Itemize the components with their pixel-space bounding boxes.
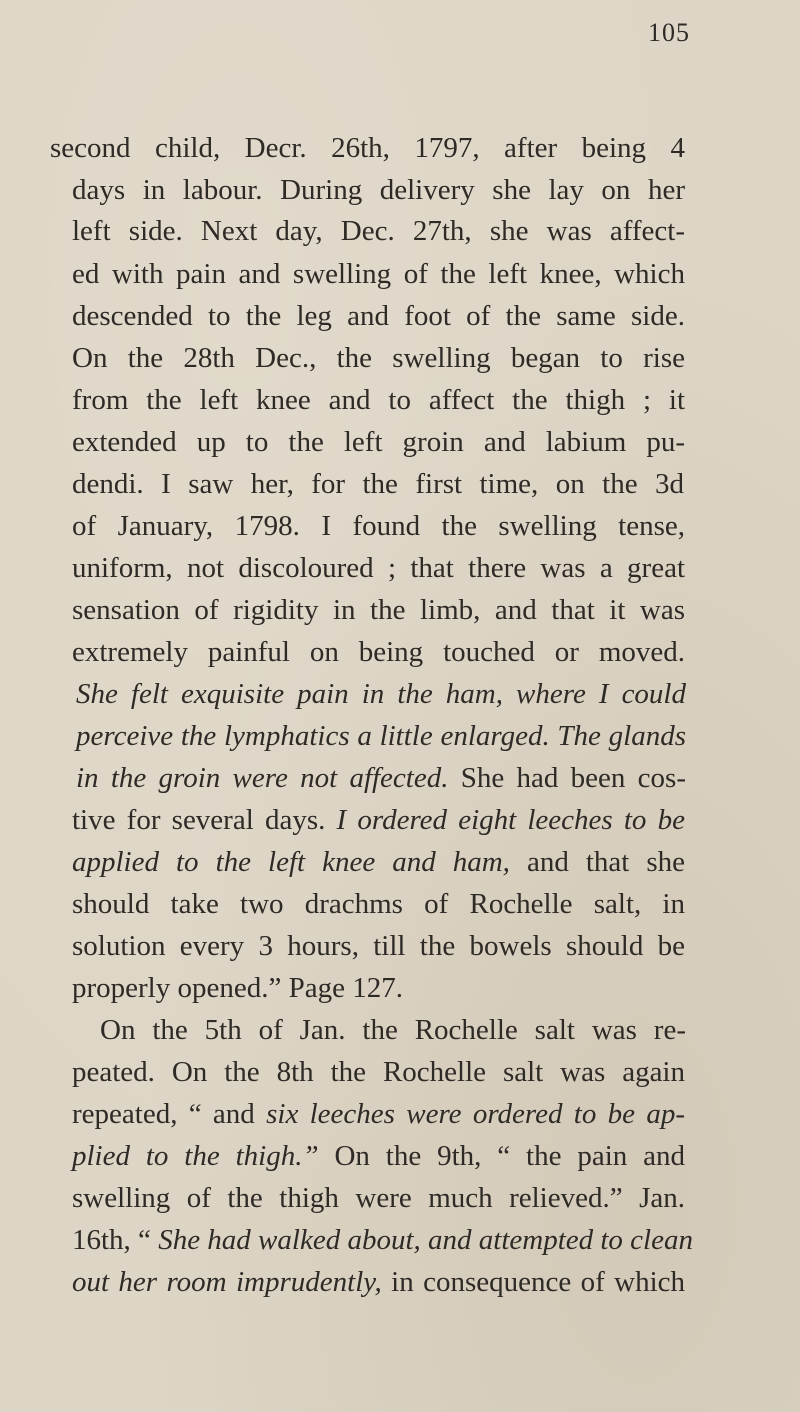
italic-text-segment: in the groin were not affected. — [76, 762, 449, 794]
text-segment: peated. On the 8th the Rochelle salt was again — [72, 1056, 685, 1088]
text-segment: solution every 3 hours, till the bowels should be — [72, 930, 685, 962]
text-line — [72, 338, 685, 378]
text-segment: 16th, “ — [72, 1224, 159, 1256]
text-segment: descended to the leg and foot of the same side. — [72, 300, 685, 332]
text-line — [72, 590, 685, 630]
text-line — [76, 674, 686, 714]
text-segment: and that she — [509, 846, 686, 878]
text-line — [76, 758, 686, 798]
text-line — [72, 254, 685, 294]
text-segment: swelling of the thigh were much relieved.” Jan. — [72, 1182, 685, 1214]
text-line — [72, 506, 685, 546]
page-number: 105 — [648, 18, 690, 47]
text-segment: ed with pain and swelling of the left knee, which — [72, 258, 685, 290]
text-segment: uniform, not discoloured ; that there was a great — [72, 552, 685, 584]
text-segment: properly opened.” Page 127. — [72, 972, 403, 1004]
text-segment: extended up to the left groin and labium pu- — [72, 426, 685, 458]
text-line — [72, 1178, 685, 1218]
text-line — [72, 926, 685, 966]
text-segment: dendi. I saw her, for the first time, on the 3d — [72, 468, 684, 500]
text-line — [72, 884, 685, 924]
text-segment: days in labour. During delivery she lay on her — [72, 174, 685, 206]
text-segment: left side. Next day, Dec. 27th, she was affect- — [72, 215, 685, 247]
text-segment: On the 9th, “ the pain and — [318, 1140, 685, 1172]
italic-text-segment: She felt exquisite pain in the ham, where I could — [76, 678, 686, 710]
italic-text-segment: applied to the left knee and ham, — [72, 846, 510, 878]
italic-text-segment: six leeches were ordered to be ap- — [266, 1098, 685, 1130]
italic-text-segment: She had walked about, and attempted to clean — [158, 1224, 693, 1256]
italic-text-segment: perceive the lymphatics a little enlarged. The glands — [76, 720, 686, 752]
text-segment: should take two drachms of Rochelle salt, in — [72, 888, 685, 920]
text-line — [72, 211, 685, 251]
text-segment: of January, 1798. I found the swelling tense, — [72, 510, 685, 542]
text-line — [50, 128, 685, 168]
text-line — [72, 632, 685, 672]
text-segment: sensation of rigidity in the limb, and that it was — [72, 594, 685, 626]
italic-text-segment: out her room imprudently, — [72, 1266, 382, 1298]
text-segment: second child, Decr. 26th, 1797, after being 4 — [50, 132, 685, 164]
text-line — [72, 1052, 685, 1092]
text-segment: She had been cos- — [448, 762, 686, 794]
text-line — [76, 716, 686, 756]
text-line — [72, 968, 403, 1008]
text-line — [72, 1220, 693, 1260]
text-segment: On the 5th of Jan. the Rochelle salt was re- — [100, 1014, 686, 1046]
text-segment: repeated, “ and — [72, 1098, 267, 1130]
text-line — [72, 422, 685, 462]
text-segment: On the 28th Dec., the swelling began to rise — [72, 342, 685, 374]
text-line — [72, 1094, 685, 1134]
italic-text-segment: I ordered eight leeches to be — [336, 804, 685, 836]
text-line — [72, 548, 685, 588]
text-line — [72, 800, 685, 840]
text-line — [72, 842, 685, 882]
text-line — [72, 464, 684, 504]
text-line — [72, 380, 685, 420]
text-line — [72, 1136, 685, 1176]
text-line — [72, 296, 685, 336]
text-segment: in consequence of which — [381, 1266, 685, 1298]
text-line — [72, 1262, 685, 1302]
text-segment: tive for several days. — [72, 804, 337, 836]
italic-text-segment: plied to the thigh.” — [72, 1140, 319, 1172]
text-line — [100, 1010, 686, 1050]
text-segment: extremely painful on being touched or moved. — [72, 636, 685, 668]
text-segment: from the left knee and to affect the thigh ; it — [72, 384, 685, 416]
text-line — [72, 170, 685, 210]
